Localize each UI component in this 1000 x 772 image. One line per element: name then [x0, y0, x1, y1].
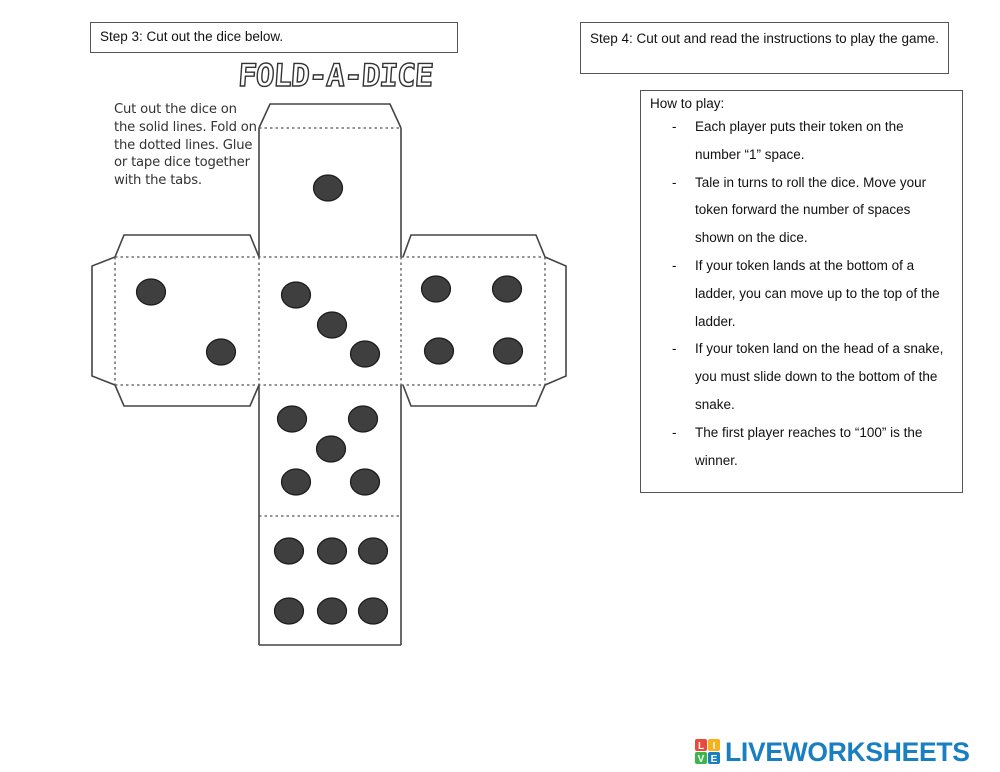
dice-pip-face-2	[137, 279, 166, 305]
rule-text: If your token land on the head of a snake, you must slide down to the bottom of the snake.	[695, 341, 944, 412]
dice-pip-face-4	[493, 276, 522, 302]
dice-pip-face-6	[359, 538, 388, 564]
rule-text: Tale in turns to roll the dice. Move your token forward the number of spaces shown on the dice.	[695, 174, 927, 246]
dice-pip-face-6	[318, 538, 347, 564]
rule-item	[650, 419, 953, 475]
dice-pip-face-4	[425, 338, 454, 364]
rule-dash: -	[672, 257, 677, 273]
fold-a-dice-title: FOLD-A-DICE	[236, 58, 434, 94]
rules-list	[650, 113, 953, 474]
rule-text: Each player puts their token on the number “1” space.	[695, 119, 904, 162]
logo-letter: V	[697, 754, 705, 765]
tab-left-side	[92, 257, 115, 385]
rule-text: If your token lands at the bottom of a ladder, you can move up to the top of the ladder.	[695, 257, 940, 329]
dice-instructions: Cut out the dice on the solid lines. Fold on the dotted lines. Glue or tape dice together with the tabs.	[114, 102, 257, 189]
logo-letter: L	[697, 741, 705, 752]
dice-pip-face-3	[351, 341, 380, 367]
rule-dash: -	[672, 174, 677, 190]
step4-text: Step 4: Cut out and read the instructions to play the game.	[590, 31, 939, 46]
dice-pip-face-5	[351, 469, 380, 495]
dice-pip-face-4	[494, 338, 523, 364]
liveworksheets-wordmark: LIVEWORKSHEETS	[725, 736, 970, 767]
tab-top	[259, 104, 401, 128]
step3-text: Step 3: Cut out the dice below.	[100, 29, 284, 44]
tab-right-side	[545, 257, 566, 385]
dice-pip-face-4	[422, 276, 451, 302]
how-to-play-title: How to play:	[650, 96, 725, 111]
dice-pip-face-5	[278, 406, 307, 432]
dice-pip-face-5	[317, 436, 346, 462]
tab-right-top	[403, 235, 545, 257]
logo-letter: I	[712, 741, 716, 752]
dice-pip-face-6	[275, 598, 304, 624]
tab-right-bottom	[403, 385, 545, 406]
dice-pip-face-3	[282, 282, 311, 308]
how-to-play-box	[640, 90, 963, 493]
tab-left-top	[115, 235, 259, 257]
dice-pip-face-1	[314, 175, 343, 201]
dice-pip-face-6	[275, 538, 304, 564]
rule-dash: -	[672, 119, 677, 134]
dice-pip-face-2	[207, 339, 236, 365]
dice-pip-face-3	[318, 312, 347, 338]
dice-pip-face-6	[318, 598, 347, 624]
dice-pip-face-5	[282, 469, 311, 495]
rule-item	[650, 169, 953, 252]
liveworksheets-logo	[695, 735, 970, 769]
rule-text: The first player reaches to “100” is the winner.	[695, 424, 923, 468]
rule-dash: -	[672, 341, 677, 357]
dice-pip-face-5	[349, 406, 378, 432]
logo-letter: E	[710, 754, 718, 765]
tab-left-bottom	[115, 385, 259, 406]
rule-item	[650, 335, 953, 418]
rule-dash: -	[672, 424, 677, 440]
rule-item	[650, 252, 953, 335]
dice-pip-face-6	[359, 598, 388, 624]
rule-item	[650, 113, 953, 169]
lw-logo-icon	[695, 739, 721, 765]
